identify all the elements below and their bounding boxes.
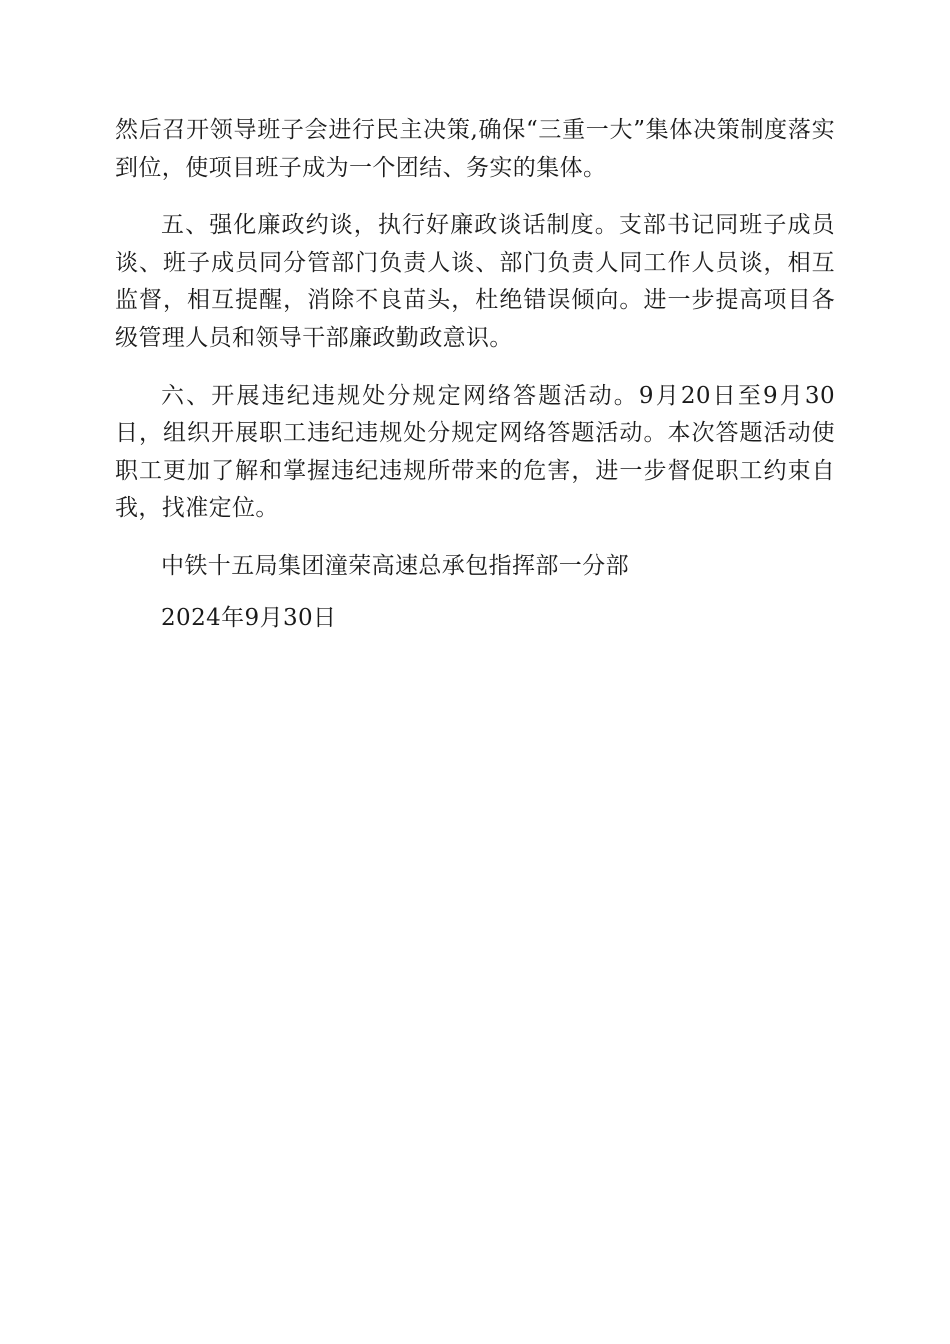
paragraph-continuation: 然后召开领导班子会进行民主决策,确保“三重一大”集体决策制度落实到位，使项目班子成为一个团结、务实的集体。 <box>115 117 835 181</box>
paragraph-five-integrity-talks: 五、强化廉政约谈，执行好廉政谈话制度。支部书记同班子成员谈、班子成员同分管部门负责人谈、部门负责人同工作人员谈，相互监督，相互提醒，消除不良苗头，杜绝错误倾向。进一步提高项目各级管理人员和领导干部廉政勤政意识。 <box>115 212 835 351</box>
signature-date: 2024年9月30日 <box>161 604 337 631</box>
signature-organization: 中铁十五局集团潼荣高速总承包指挥部一分部 <box>161 552 629 579</box>
document-body <box>115 112 835 637</box>
paragraph-six-online-quiz: 六、开展违纪违规处分规定网络答题活动。9月20日至9月30日，组织开展职工违纪违规处分规定网络答题活动。本次答题活动使职工更加了解和掌握违纪违规所带来的危害，进一步督促职工约束自我，找准定位。 <box>115 382 835 522</box>
